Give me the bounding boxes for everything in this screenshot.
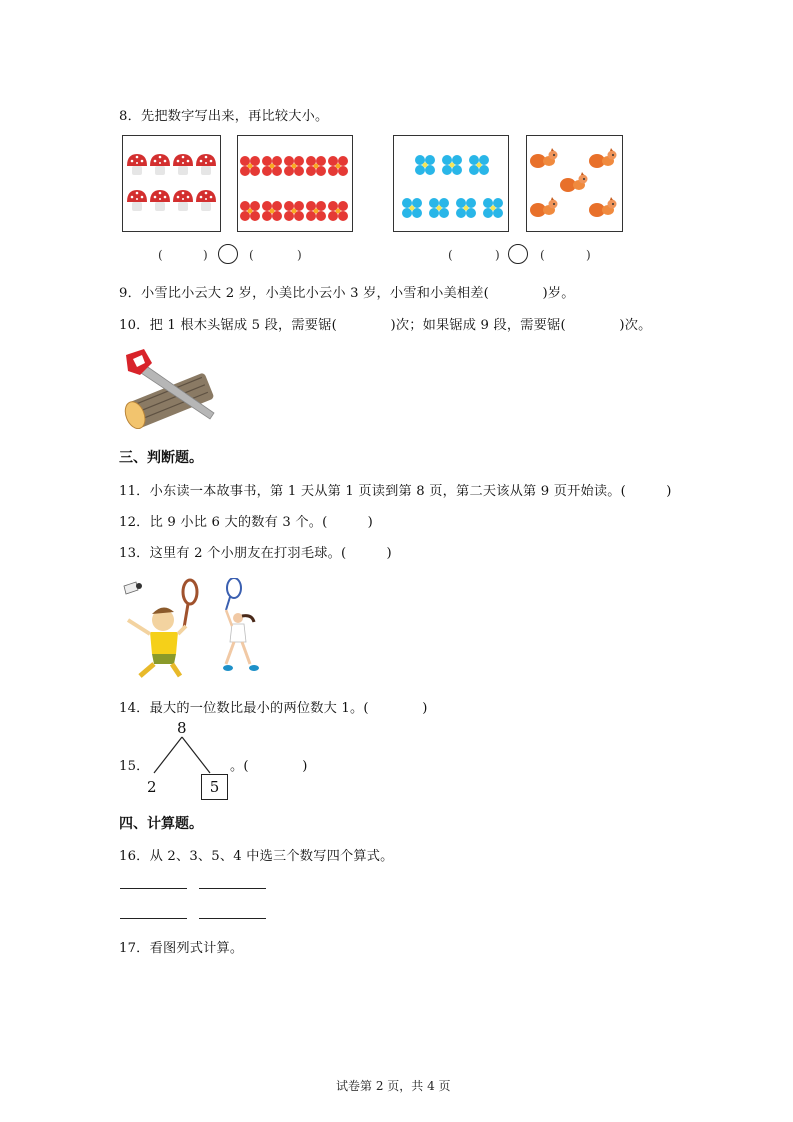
badminton-tennis-players-image bbox=[118, 578, 278, 680]
answer-paren-open-3: ( bbox=[448, 248, 453, 262]
blue-flower-icon bbox=[394, 136, 507, 230]
question-8-text: 8．先把数字写出来，再比较大小。 bbox=[119, 109, 329, 124]
answer-paren-close-3: ) bbox=[495, 248, 500, 262]
answer-line-3[interactable] bbox=[120, 918, 187, 919]
question-9-text: 9．小雪比小云大 2 岁，小美比小云小 3 岁，小雪和小美相差( )岁。 bbox=[119, 286, 575, 301]
bond-lines bbox=[150, 735, 214, 775]
question-16-text: 16．从 2、3、5、4 中选三个数写四个算式。 bbox=[119, 849, 394, 864]
squirrel-box bbox=[526, 135, 623, 232]
section-3-title: 三、判断题。 bbox=[119, 450, 203, 466]
answer-paren-close-4: ) bbox=[586, 248, 591, 262]
answer-line-2[interactable] bbox=[199, 888, 266, 889]
question-10-text: 10．把 1 根木头锯成 5 段，需要锯( )次；如果锯成 9 段，需要锯( )次。 bbox=[119, 318, 652, 333]
question-15-label: 15． bbox=[119, 759, 150, 774]
red-flower-icon bbox=[238, 136, 351, 230]
red-flower-box bbox=[237, 135, 353, 232]
answer-paren-open-2: ( bbox=[249, 248, 254, 262]
answer-paren-close-1: ) bbox=[203, 248, 208, 262]
answer-paren-close-2: ) bbox=[297, 248, 302, 262]
question-15-suffix: 。( ) bbox=[230, 759, 308, 774]
question-14-text: 14．最大的一位数比最小的两位数大 1。( ) bbox=[119, 701, 428, 716]
page-footer: 试卷第 2 页，共 4 页 bbox=[336, 1079, 451, 1093]
mushroom-box bbox=[122, 135, 221, 232]
compare-circle-1[interactable] bbox=[218, 244, 238, 264]
squirrel-icon bbox=[527, 136, 621, 230]
answer-paren-open-4: ( bbox=[540, 248, 545, 262]
bond-left-number: 2 bbox=[147, 778, 157, 796]
section-4-title: 四、计算题。 bbox=[119, 816, 203, 832]
answer-line-4[interactable] bbox=[199, 918, 266, 919]
question-12-text: 12．比 9 小比 6 大的数有 3 个。( ) bbox=[119, 515, 374, 530]
bond-right-number: 5 bbox=[209, 778, 220, 796]
compare-circle-2[interactable] bbox=[508, 244, 528, 264]
question-17-text: 17．看图列式计算。 bbox=[119, 941, 244, 956]
bond-right-box bbox=[201, 774, 228, 800]
saw-log-image bbox=[120, 345, 220, 429]
question-11-text: 11．小东读一本故事书，第 1 天从第 1 页读到第 8 页，第二天该从第 9 页开始读。( ) bbox=[119, 484, 672, 499]
answer-paren-open-1: ( bbox=[158, 248, 163, 262]
answer-line-1[interactable] bbox=[120, 888, 187, 889]
question-13-text: 13．这里有 2 个小朋友在打羽毛球。( ) bbox=[119, 546, 392, 561]
bond-top-number: 8 bbox=[177, 719, 187, 737]
blue-flower-box bbox=[393, 135, 509, 232]
mushroom-icon bbox=[123, 136, 219, 230]
